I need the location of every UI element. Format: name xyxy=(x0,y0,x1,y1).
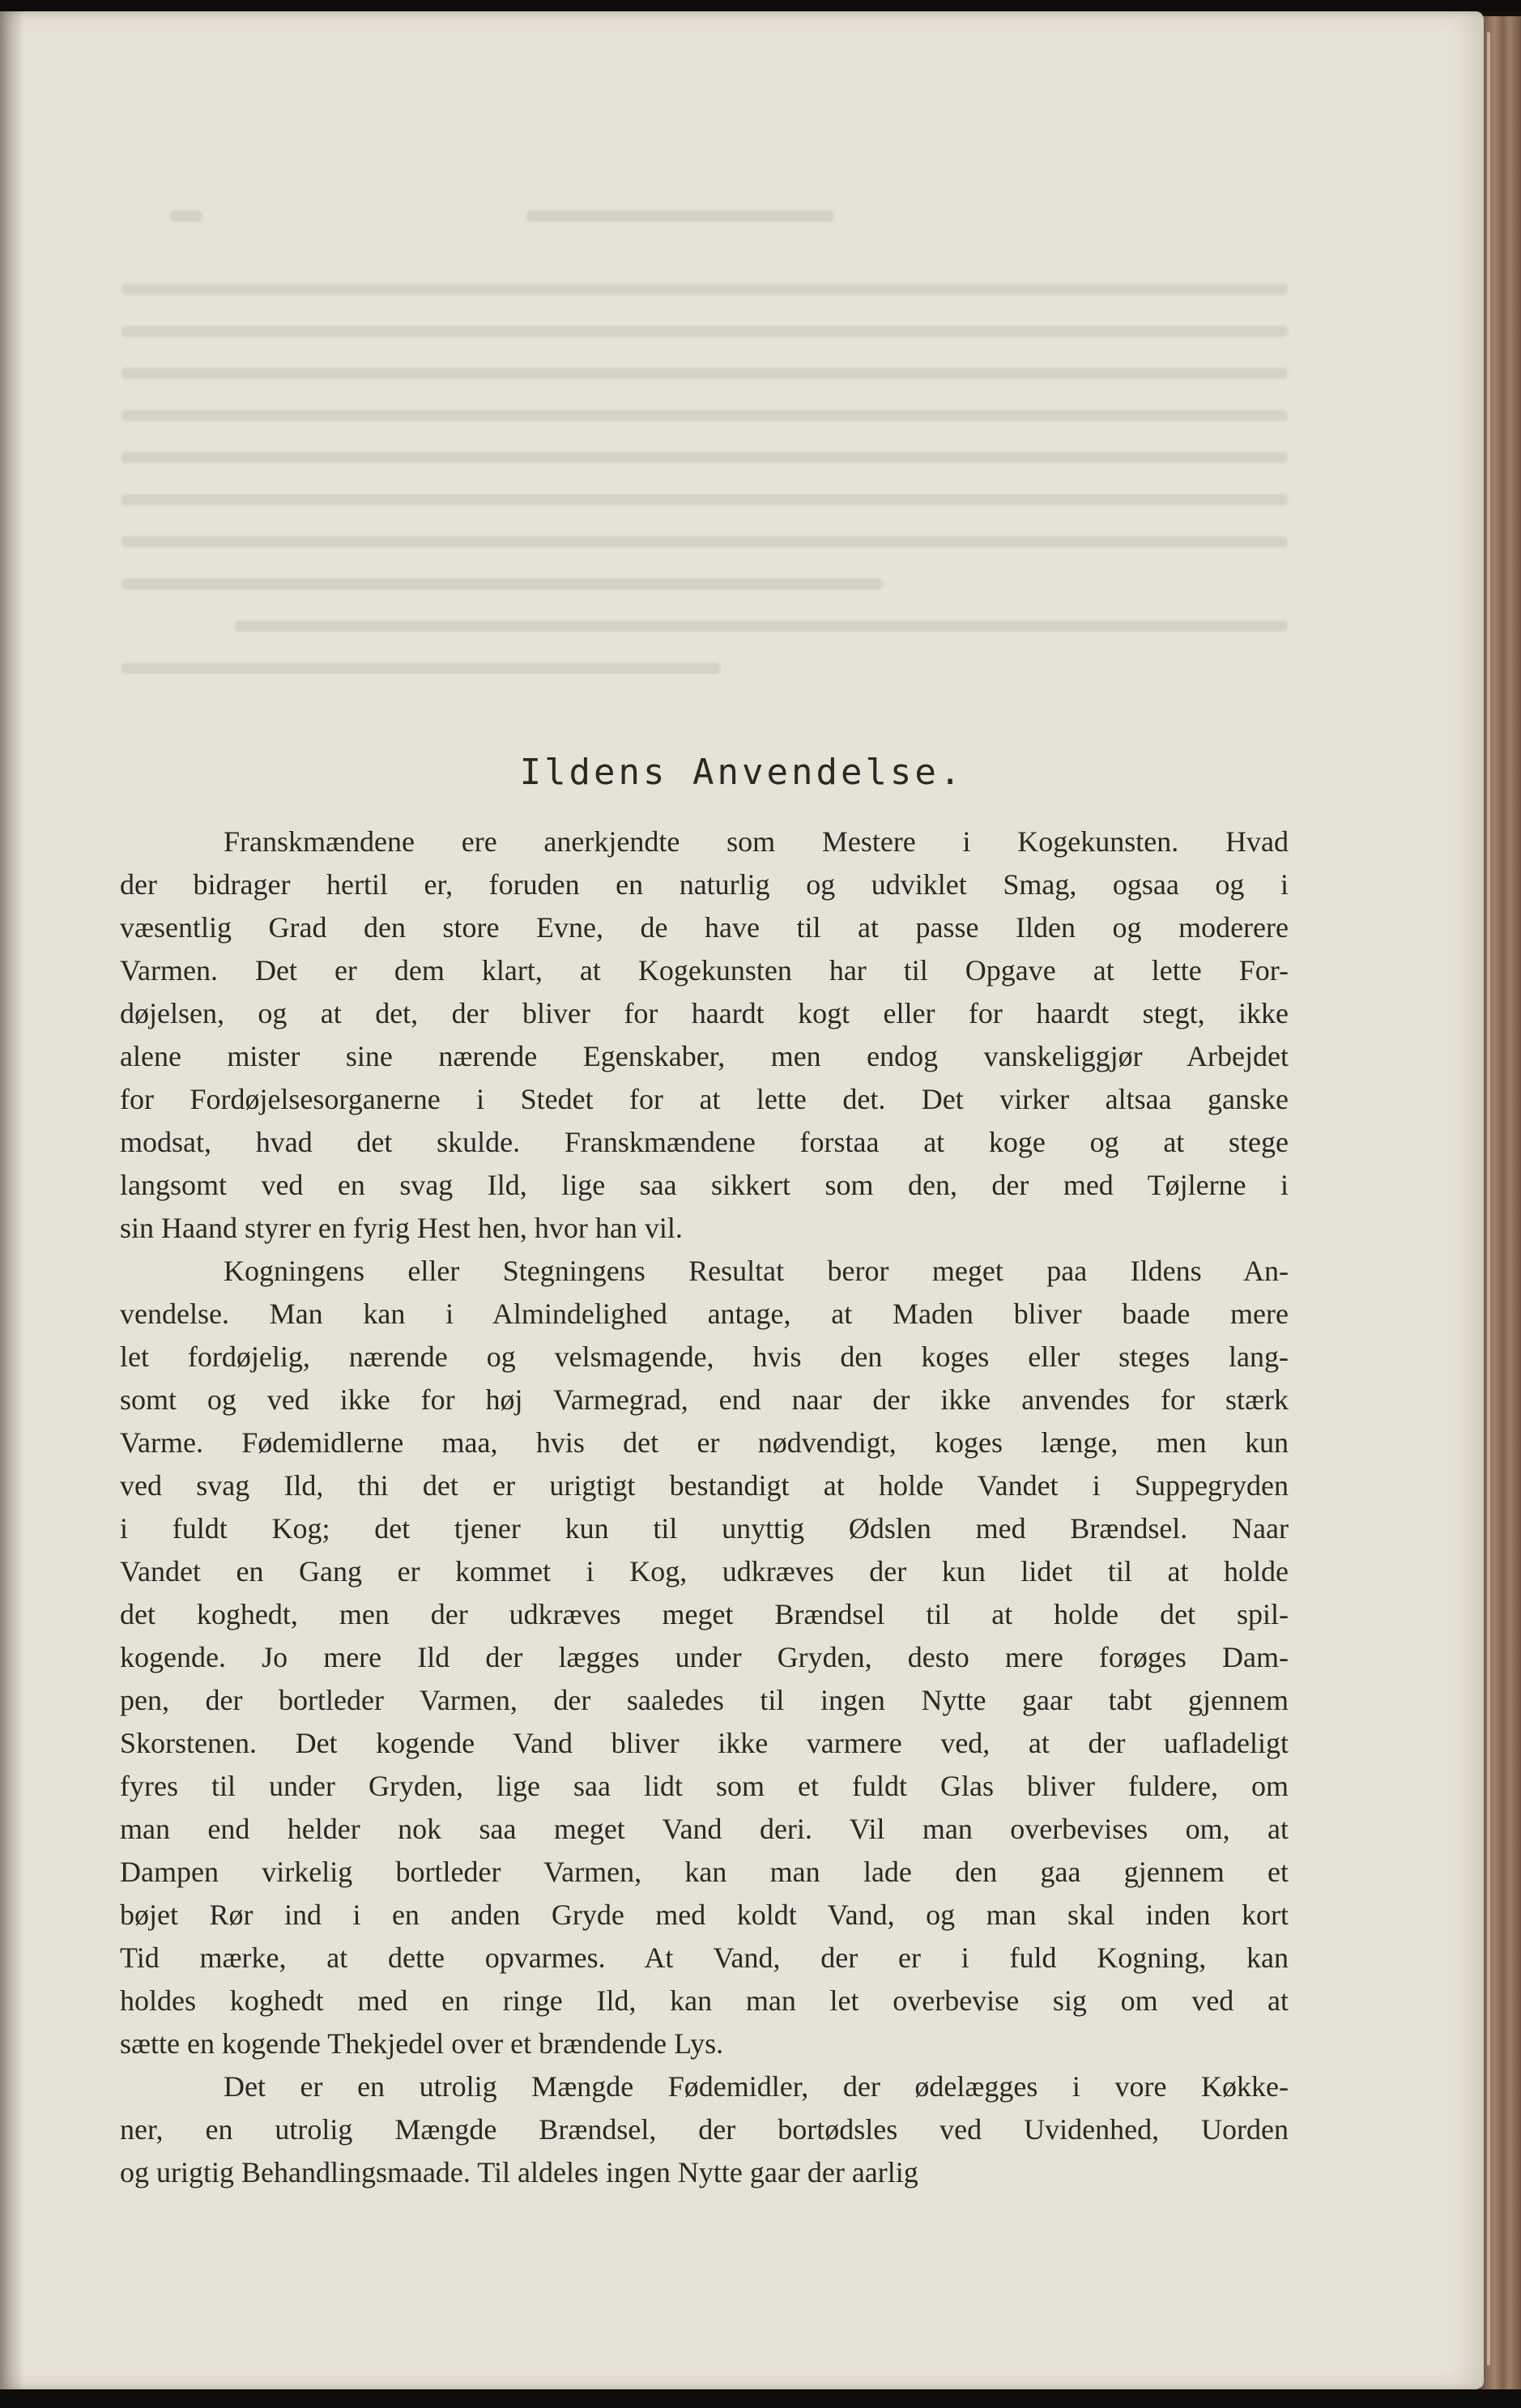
bleed-line-bar xyxy=(121,452,1288,463)
text-line: let fordøjelig, nærende og velsmagende, hvis den koges eller steges lang- xyxy=(120,1340,1289,1373)
bleed-through-texture xyxy=(121,186,1288,737)
book-edge-highlight xyxy=(1487,32,1490,2365)
text-line: sætte en kogende Thekjedel over et brændende Lys. xyxy=(120,2027,724,2060)
text-line: Franskmændene ere anerkjendte som Mestere i Kogekunsten. Hvad xyxy=(224,825,1289,858)
text-line: langsomt ved en svag Ild, lige saa sikkert som den, der med Tøjlerne i xyxy=(120,1169,1289,1201)
text-line: Kogningens eller Stegningens Resultat beror meget paa Ildens An- xyxy=(224,1255,1289,1287)
scan-frame-top xyxy=(0,0,1521,11)
text-line: man end helder nok saa meget Vand deri. Vil man overbevises om, at xyxy=(120,1813,1289,1845)
bleed-line-bar xyxy=(121,283,1288,295)
text-line: somt og ved ikke for høj Varmegrad, end naar der ikke anvendes for stærk xyxy=(120,1383,1289,1416)
bleed-line-bar xyxy=(121,326,1288,337)
text-line: det koghedt, men der udkræves meget Brændsel til at holde det spil- xyxy=(120,1598,1289,1630)
bleed-line-bar xyxy=(121,494,1288,505)
text-line: Varmen. Det er dem klart, at Kogekunsten har til Opgave at lette For- xyxy=(120,954,1289,987)
bleed-line-bar xyxy=(235,620,1288,632)
bleed-line-bar xyxy=(121,663,721,674)
body-text xyxy=(120,820,1289,2194)
text-line: døjelsen, og at det, der bliver for haardt kogt eller for haardt stegt, ikke xyxy=(120,997,1289,1029)
text-line: Vandet en Gang er kommet i Kog, udkræves der kun lidet til at holde xyxy=(120,1555,1289,1588)
bleed-line-bar xyxy=(121,410,1288,421)
text-line: pen, der bortleder Varmen, der saaledes til ingen Nytte gaar tabt gjennem xyxy=(120,1684,1289,1716)
bleed-heading-bar xyxy=(526,211,834,222)
chapter-title: Ildens Anvendelse. xyxy=(519,752,965,793)
text-line: der bidrager hertil er, foruden en naturlig og udviklet Smag, ogsaa og i xyxy=(120,868,1289,901)
text-line: ved svag Ild, thi det er urigtigt bestandigt at holde Vandet i Suppegryden xyxy=(120,1469,1289,1502)
text-line: holdes koghedt med en ringe Ild, kan man let overbevise sig om ved at xyxy=(120,1984,1289,2017)
text-line: for Fordøjelsesorganerne i Stedet for at lette det. Det virker altsaa ganske xyxy=(120,1083,1289,1115)
text-line: og urigtig Behandlingsmaade. Til aldeles ingen Nytte gaar der aarlig xyxy=(120,2156,918,2189)
text-line: ner, en utrolig Mængde Brændsel, der bortødsles ved Uvidenhed, Uorden xyxy=(120,2113,1289,2146)
bleed-line-bar xyxy=(121,368,1288,379)
text-line: fyres til under Gryden, lige saa lidt som et fuldt Glas bliver fuldere, om xyxy=(120,1770,1289,1802)
text-line: vendelse. Man kan i Almindelighed antage, at Maden bliver baade mere xyxy=(120,1298,1289,1330)
text-line: sin Haand styrer en fyrig Hest hen, hvor han vil. xyxy=(120,1212,683,1244)
bleed-page-number-bar xyxy=(170,211,202,222)
text-line: modsat, hvad det skulde. Franskmændene forstaa at koge og at stege xyxy=(120,1126,1289,1158)
text-line: kogende. Jo mere Ild der lægges under Gryden, desto mere forøges Dam- xyxy=(120,1641,1289,1673)
bleed-line-bar xyxy=(121,536,1288,548)
text-line: bøjet Rør ind i en anden Gryde med koldt Vand, og man skal inden kort xyxy=(120,1899,1289,1931)
text-line: alene mister sine nærende Egenskaber, men endog vanskeliggjør Arbejdet xyxy=(120,1040,1289,1072)
text-line: Skorstenen. Det kogende Vand bliver ikke varmere ved, at der uafladeligt xyxy=(120,1727,1289,1759)
text-line: Det er en utrolig Mængde Fødemidler, der ødelægges i vore Køkke- xyxy=(224,2070,1289,2103)
text-line: i fuldt Kog; det tjener kun til unyttig Ødslen med Brændsel. Naar xyxy=(120,1512,1289,1545)
scan-frame-bottom xyxy=(0,2389,1521,2408)
text-line: væsentlig Grad den store Evne, de have til at passe Ilden og moderere xyxy=(120,911,1289,944)
text-line: Tid mærke, at dette opvarmes. At Vand, der er i fuld Kogning, kan xyxy=(120,1941,1289,1974)
text-line: Dampen virkelig bortleder Varmen, kan man lade den gaa gjennem et xyxy=(120,1856,1289,1888)
bleed-line-bar xyxy=(121,578,883,590)
binding-shadow xyxy=(0,11,24,2389)
text-line: Varme. Fødemidlerne maa, hvis det er nødvendigt, koges længe, men kun xyxy=(120,1426,1289,1459)
